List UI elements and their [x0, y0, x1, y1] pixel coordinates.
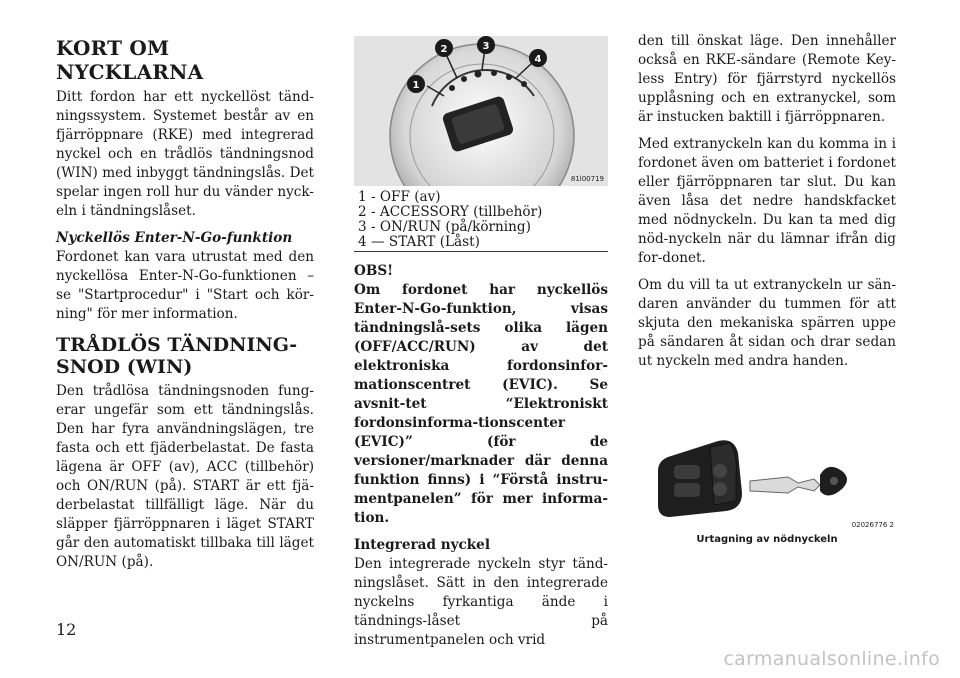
legend-item: 4 — START (Låst) [358, 234, 480, 250]
note-body: Om fordonet har nyckellös Enter-N-Go-funktion, visas tändningslå-sets olika lägen (OFF/ACC/RUN) av det elektroniska fordonsinfor-mationscentret (EVIC). Se avsnit-tet “Elektroniskt fordonsinforma-tionscenter (EVIC)” (för de versioner/marknader där denna funktion finns) i “Förstå instru-mentpanelen” för mer informa-tion. [354, 282, 608, 526]
remove-key-paragraph: Om du vill ta ut extranyckeln ur sän-daren använder du tummen för att skjuta den mekaniska spärren uppe på sändaren åt sidan och drar sedan ut nyckeln med andra handen. [638, 277, 896, 369]
callout-3: 3 [482, 41, 490, 52]
legend-item: 3 - ON/RUN (på/körning) [358, 219, 531, 235]
watermark: carmanualsonline.info [723, 648, 940, 670]
key-fob-figure [638, 435, 896, 530]
callout-2: 2 [440, 44, 448, 55]
key-fob-illustration [638, 435, 896, 530]
callout-1: 1 [412, 80, 420, 91]
middle-column [354, 36, 608, 658]
ignition-node-figure [354, 36, 608, 186]
left-column [56, 36, 314, 580]
callout-4: 4 [534, 54, 542, 65]
figure-code: 81l00719 [570, 175, 604, 183]
win-title-line2: SNOD (WIN) [56, 356, 193, 378]
fob-figure-caption: Urtagning av nödnyckeln [696, 534, 838, 545]
intro-paragraph: Ditt fordon har ett nyckellöst tänd-ningssystem. Systemet består av en fjärröppnare (RKE) med integrerad nyckel och en trådlös tändningsnod (WIN) med inbyggt tändningslås. Det spelar ingen roll hur du vänder nyck-eln i tändningslåset. [56, 89, 314, 219]
emergency-key-paragraph: Med extranyckeln kan du komma in i fordonet även om batteriet i fordonet eller fjärröppnaren tar slut. Du kan även låsa det nedre handskfacket med nödnyckeln. Du kan ta med dig nöd-nyckeln när du lämnar ifrån dig for-donet. [638, 136, 896, 266]
section-title-win [56, 334, 314, 378]
position-legend [354, 190, 608, 252]
continuation-paragraph: den till önskat läge. Den innehåller också en RKE-sändare (Remote Key-less Entry) för fjärrstyrd nyckellös upplåsning och en extranyckel, som är instucken baktill i fjärröppnaren. [638, 33, 896, 125]
keyless-paragraph: Fordonet kan vara utrustat med den nyckellösa Enter-N-Go-funktionen – se "Startprocedur" i "Start och kör-ning" för mer information. [56, 249, 314, 322]
section-title-keys: KORT OM NYCKLARNA [56, 36, 204, 84]
win-paragraph: Den trådlösa tändningsnoden fung-erar ungefär som ett tändningslås. Den har fyra användningslägen, tre fasta och ett fjäderbelastat. De fasta lägena är OFF (av), ACC (tillbehör) och ON/RUN (på). START är ett fjä-derbelastat tillfälligt läge. När du släpper fjärröppnaren i läget START går den automatiskt tillbaka till läget ON/RUN (på). [56, 383, 314, 570]
integrated-key-paragraph: Den integrerade nyckeln styr tänd-ningslåset. Sätt in den integrerade nyckelns fyrkantiga ände i tändnings-låset på instrumentpanelen och vrid [354, 556, 608, 648]
legend-item: 1 - OFF (av) [358, 189, 441, 205]
integrated-key-subheading: Integrerad nyckel [354, 537, 490, 553]
keyless-subheading: Nyckellös Enter-N-Go-funktion [56, 230, 293, 246]
fob-figure-code: 02026776 2 [851, 521, 894, 529]
note-title: OBS! [354, 263, 394, 279]
right-column [638, 32, 896, 545]
page-number: 12 [56, 620, 77, 639]
legend-item: 2 - ACCESSORY (tillbehör) [358, 204, 543, 220]
ignition-node-illustration [354, 36, 608, 186]
win-title-line1: TRÅDLÖS TÄNDNING- [56, 334, 298, 356]
